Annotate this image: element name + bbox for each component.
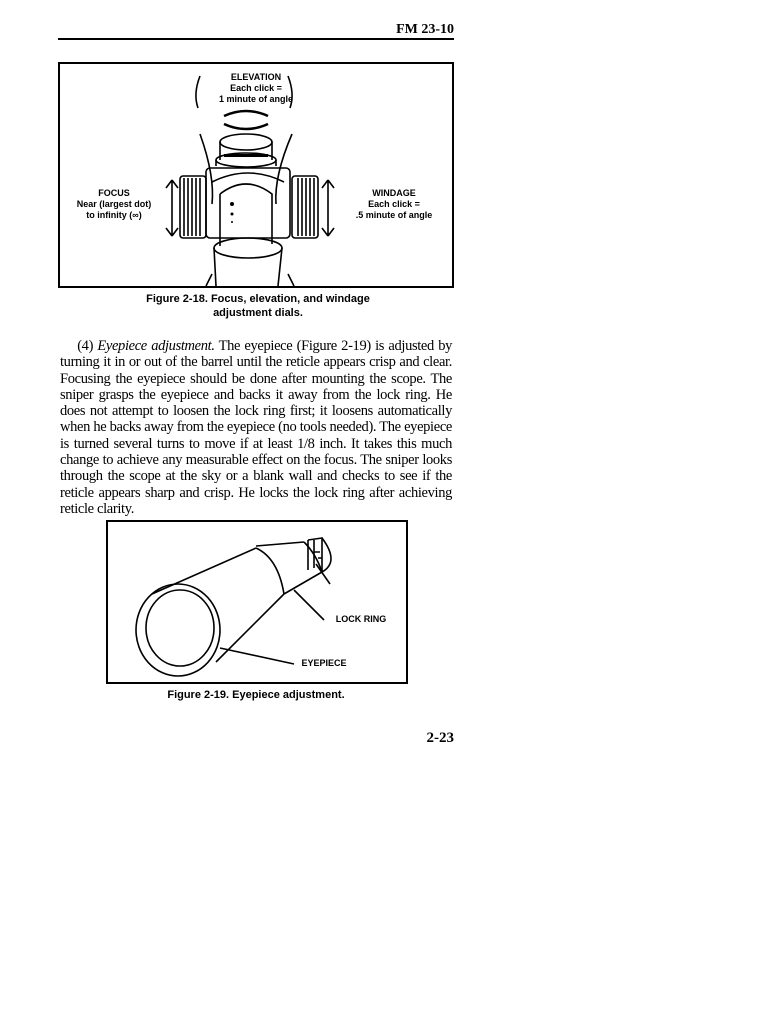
paragraph-text: The eyepiece (Figure 2-19) is adjusted by turning it in or out of the barrel until the reticle appears crisp and clear. Focusing the eyepiece should be done after mounting the scope. The sniper grasps the eyepiece and backs it away from the lock ring. He does not attempt to loosen the lock ring first; it loosens automatically when he backs away from the eyepiece (no tools needed). The eyepiece is turned several turns to move if at least 1/8 inch. It takes this much change to achieve any measurable effect on the focus. The sniper looks through the scope at the sky or a blank wall and checks to see if the reticle appears sharp and crisp. He locks the lock ring after achieving reticle clarity.	[60, 338, 453, 517]
windage-label-line1: Each click =	[368, 199, 420, 209]
eyepiece-adjustment-paragraph	[60, 338, 452, 517]
figure-2-19-frame	[106, 520, 408, 684]
figure-2-18-caption	[110, 292, 406, 320]
windage-label-line2: .5 minute of angle	[355, 210, 433, 220]
focus-label-line2: to infinity (∞)	[86, 210, 142, 220]
focus-label-line1: Near (largest dot)	[76, 199, 152, 209]
paragraph-number: (4)	[77, 338, 94, 354]
eyepiece-label: EYEPIECE	[301, 658, 347, 668]
paragraph-heading: Eyepiece adjustment.	[97, 338, 215, 354]
focus-label-title: FOCUS	[98, 188, 130, 198]
figure-2-18-frame	[58, 62, 454, 288]
figure-2-19-caption: Figure 2-19. Eyepiece adjustment.	[167, 689, 345, 701]
page-header-doc-number: FM 23-10	[396, 22, 454, 37]
elevation-label-title: ELEVATION	[230, 72, 282, 82]
page-number: 2-23	[426, 730, 454, 746]
elevation-label-line2: 1 minute of angle	[218, 94, 293, 104]
figure-2-18-caption-line2: adjustment dials.	[213, 307, 303, 319]
figure-2-18-caption-line1: Figure 2-18. Focus, elevation, and windage	[146, 293, 370, 305]
windage-label-title: WINDAGE	[372, 188, 416, 198]
header-rule	[58, 38, 454, 40]
lock-ring-label: LOCK RING	[335, 614, 387, 624]
elevation-label-line1: Each click =	[230, 83, 282, 93]
eyepiece-illustration	[108, 522, 406, 682]
